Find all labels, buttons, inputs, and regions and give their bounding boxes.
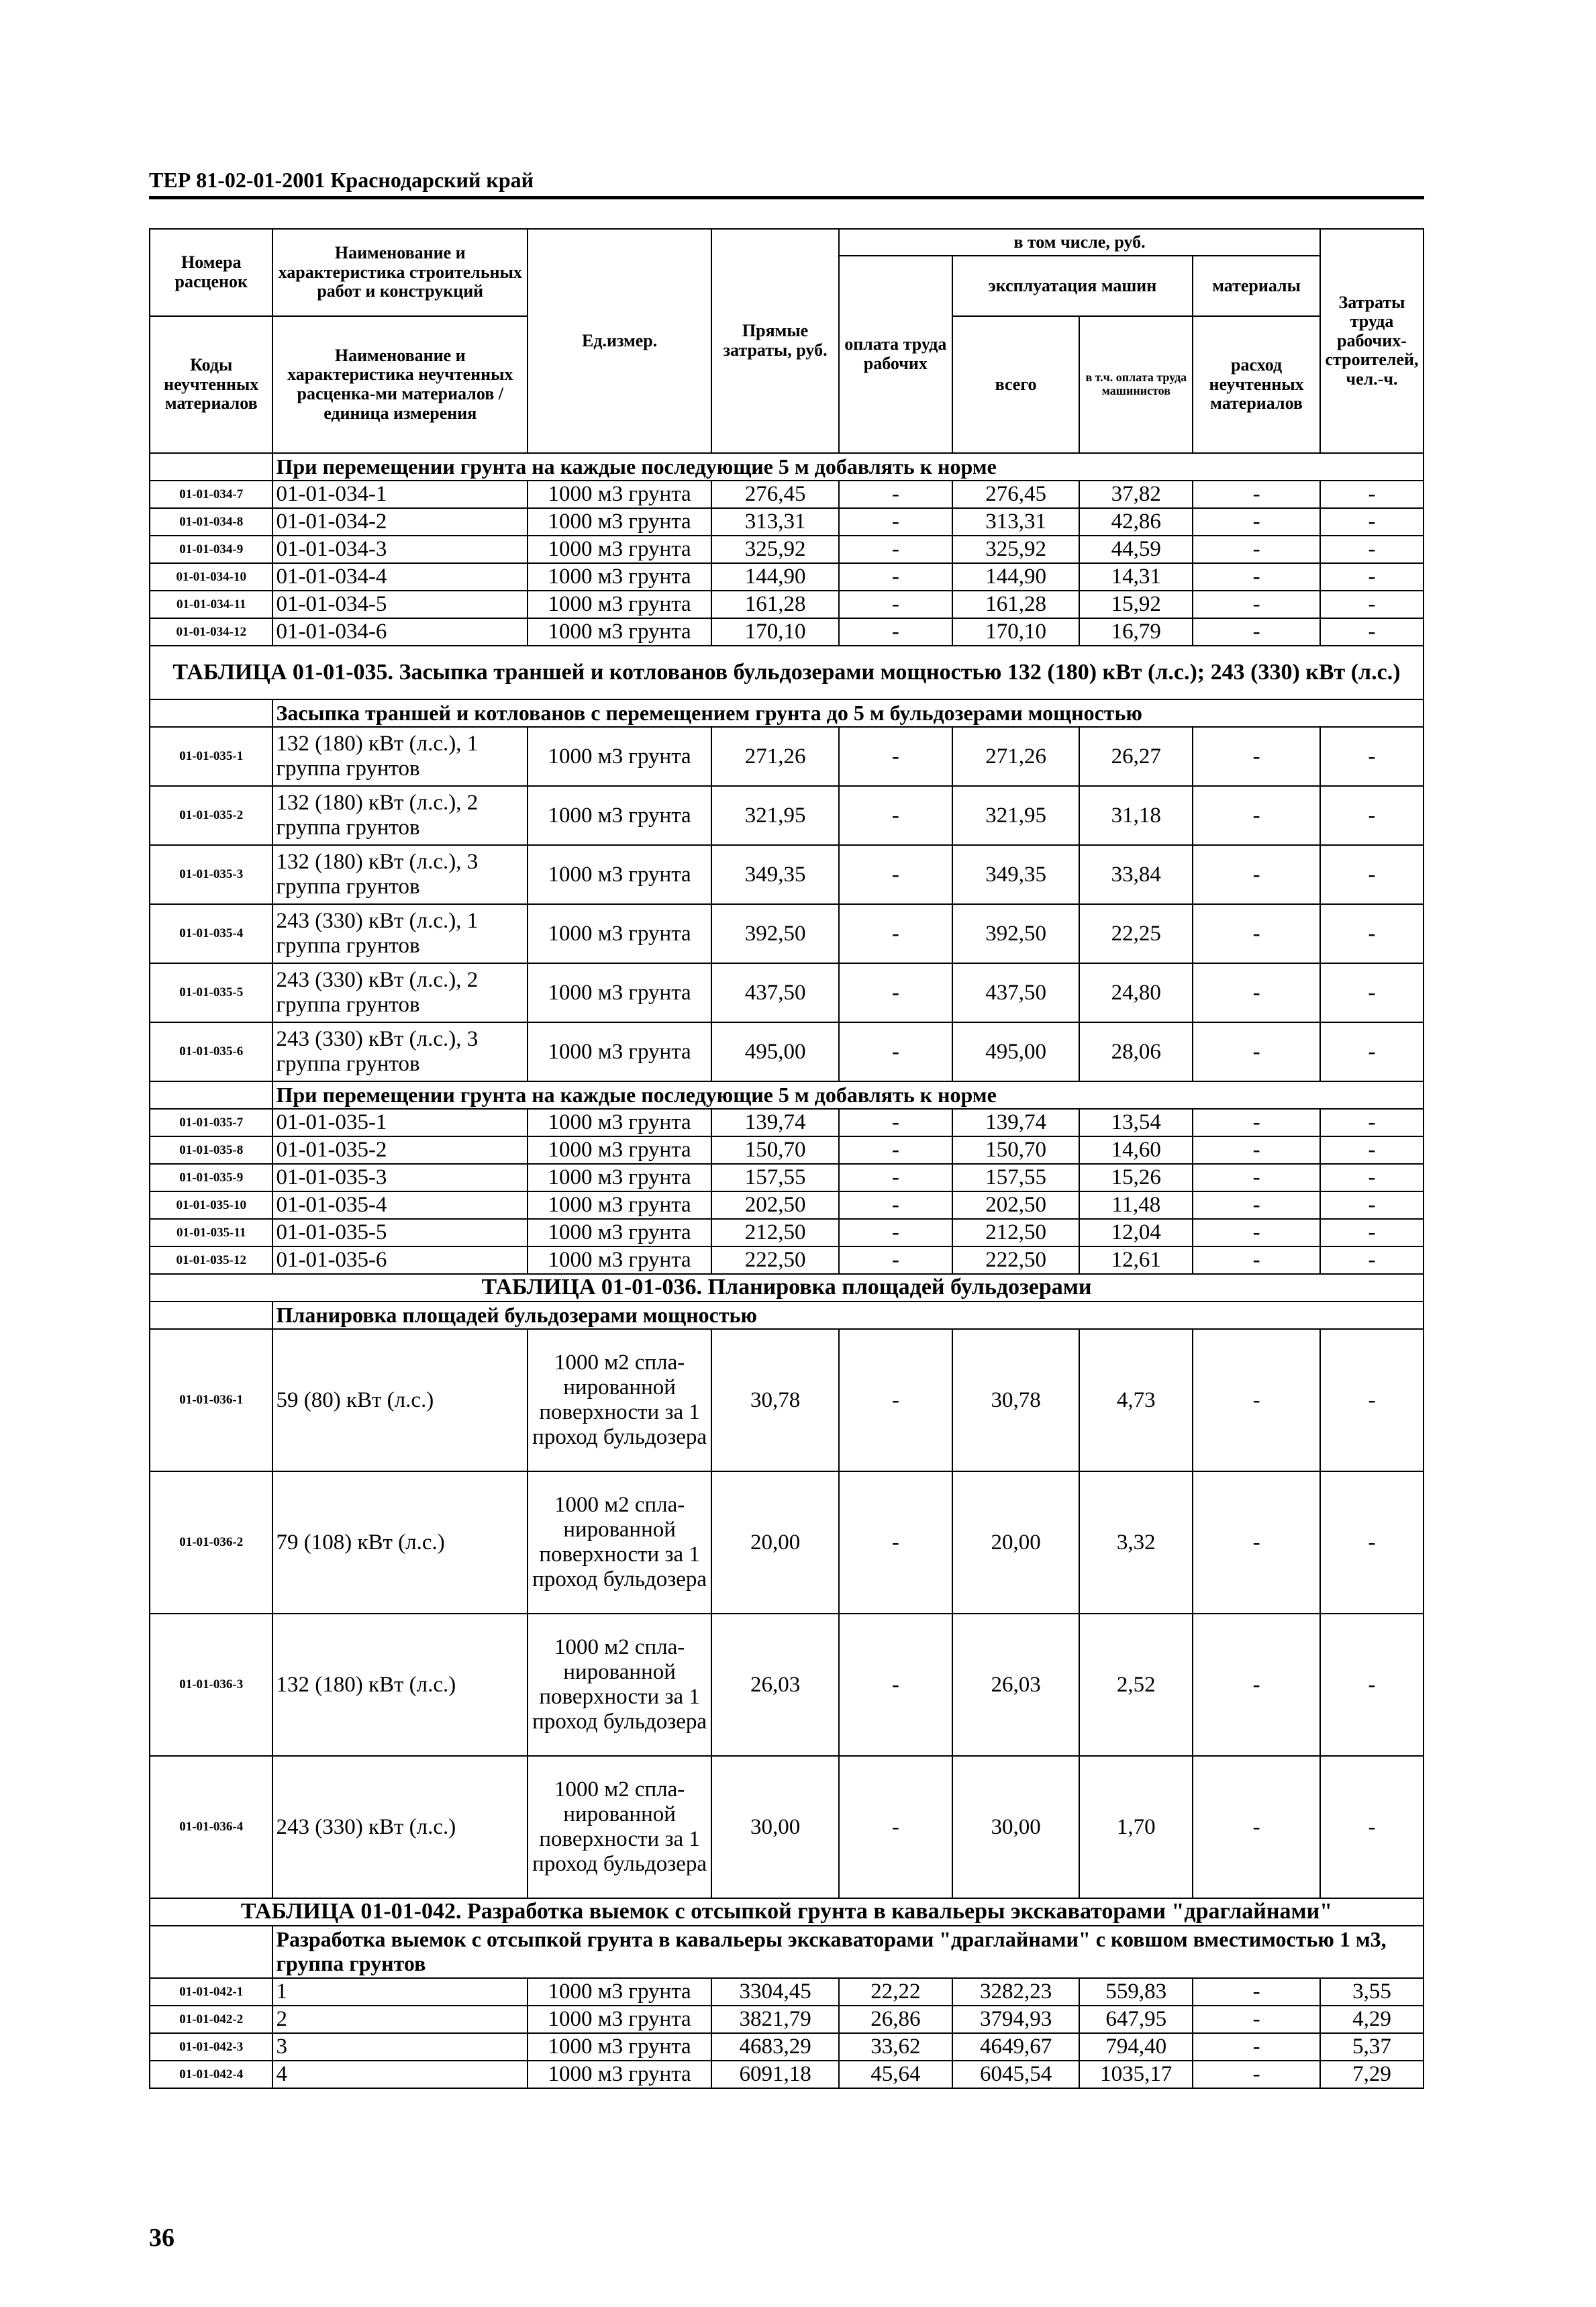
unit-cell: 1000 м3 грунта — [528, 963, 711, 1022]
machine-cost: 222,50 — [952, 1246, 1080, 1274]
direct-cost: 4683,29 — [711, 2033, 839, 2061]
unit-cell: 1000 м3 грунта — [528, 904, 711, 963]
unit-cell: 1000 м3 грунта — [528, 1022, 711, 1081]
labor-cost: - — [1320, 1022, 1424, 1081]
machine-wage-cost: 12,04 — [1079, 1219, 1193, 1246]
labor-cost: - — [1320, 1191, 1424, 1219]
direct-cost: 276,45 — [711, 481, 839, 508]
direct-cost: 212,50 — [711, 1219, 839, 1246]
material-cost: - — [1193, 1978, 1320, 2006]
direct-cost: 157,55 — [711, 1164, 839, 1191]
wage-cost: - — [839, 1756, 952, 1898]
wage-cost: 45,64 — [839, 2061, 952, 2088]
table-row — [150, 1329, 1424, 1471]
labor-cost: - — [1320, 727, 1424, 786]
direct-cost: 150,70 — [711, 1136, 839, 1164]
material-cost: - — [1193, 1109, 1320, 1136]
machine-cost: 3282,23 — [952, 1978, 1080, 2006]
machine-wage-cost: 24,80 — [1079, 963, 1193, 1022]
labor-cost: 7,29 — [1320, 2061, 1424, 2088]
labor-cost: 4,29 — [1320, 2006, 1424, 2033]
labor-cost: - — [1320, 563, 1424, 591]
rate-code: 01-01-036-3 — [150, 1614, 272, 1756]
rate-code: 01-01-035-11 — [150, 1219, 272, 1246]
material-cost: - — [1193, 1219, 1320, 1246]
rate-name: 01-01-035-3 — [272, 1164, 528, 1191]
machine-wage-cost: 2,52 — [1079, 1614, 1193, 1756]
labor-cost: - — [1320, 1136, 1424, 1164]
material-cost: - — [1193, 1329, 1320, 1471]
material-cost: - — [1193, 536, 1320, 563]
rate-code: 01-01-035-1 — [150, 727, 272, 786]
rate-code: 01-01-042-2 — [150, 2006, 272, 2033]
col-header-labor: Затраты труда рабочих-строителей, чел.-ч. — [1320, 229, 1424, 453]
machine-wage-cost: 14,31 — [1079, 563, 1193, 591]
table-row — [150, 618, 1424, 646]
labor-cost: - — [1320, 1329, 1424, 1471]
wage-cost: - — [839, 1136, 952, 1164]
direct-cost: 3304,45 — [711, 1978, 839, 2006]
machine-wage-cost: 26,27 — [1079, 727, 1193, 786]
rate-name: 01-01-034-6 — [272, 618, 528, 646]
unit-cell: 1000 м3 грунта — [528, 1191, 711, 1219]
rate-code: 01-01-035-5 — [150, 963, 272, 1022]
rate-code: 01-01-042-3 — [150, 2033, 272, 2061]
unit-cell: 1000 м3 грунта — [528, 536, 711, 563]
table-row — [150, 727, 1424, 786]
labor-cost: 3,55 — [1320, 1978, 1424, 2006]
section-heading: При перемещении грунта на каждые последующие 5 м добавлять к норме — [272, 453, 1424, 481]
material-cost: - — [1193, 1614, 1320, 1756]
machine-cost: 150,70 — [952, 1136, 1080, 1164]
rate-name: 01-01-034-1 — [272, 481, 528, 508]
rate-code: 01-01-034-7 — [150, 481, 272, 508]
material-cost: - — [1193, 1164, 1320, 1191]
labor-cost: - — [1320, 786, 1424, 845]
rate-name: 132 (180) кВт (л.с.) — [272, 1614, 528, 1756]
material-cost: - — [1193, 1756, 1320, 1898]
col-header-mach-wage: в т.ч. оплата труда машинистов — [1079, 316, 1193, 453]
table-row — [150, 2033, 1424, 2061]
labor-cost: - — [1320, 1614, 1424, 1756]
table-row — [150, 2061, 1424, 2088]
rate-name: 01-01-035-6 — [272, 1246, 528, 1274]
table-row — [150, 963, 1424, 1022]
direct-cost: 222,50 — [711, 1246, 839, 1274]
rate-name: 132 (180) кВт (л.с.), 2 группа грунтов — [272, 786, 528, 845]
table-row — [150, 1219, 1424, 1246]
table-row — [150, 1164, 1424, 1191]
machine-wage-cost: 28,06 — [1079, 1022, 1193, 1081]
section-heading: Разработка выемок с отсыпкой грунта в кавальеры экскаваторами "драглайнами" с ковшом вместимостью 1 м3, группа грунтов — [272, 1926, 1424, 1978]
wage-cost: - — [839, 1614, 952, 1756]
col-header-unit: Ед.измер. — [528, 229, 711, 453]
col-header-name-materials: Наименование и характеристика неучтенных расценка-ми материалов / единица измерения — [272, 316, 528, 453]
labor-cost: - — [1320, 536, 1424, 563]
rate-code: 01-01-034-11 — [150, 591, 272, 618]
direct-cost: 30,78 — [711, 1329, 839, 1471]
wage-cost: - — [839, 1164, 952, 1191]
material-cost: - — [1193, 618, 1320, 646]
unit-cell: 1000 м3 грунта — [528, 563, 711, 591]
wage-cost: 33,62 — [839, 2033, 952, 2061]
unit-cell: 1000 м3 грунта — [528, 2033, 711, 2061]
col-header-machines: эксплуатация машин — [952, 256, 1193, 316]
table-row — [150, 591, 1424, 618]
direct-cost: 30,00 — [711, 1756, 839, 1898]
rate-code: 01-01-034-12 — [150, 618, 272, 646]
machine-wage-cost: 1035,17 — [1079, 2061, 1193, 2088]
machine-cost: 161,28 — [952, 591, 1080, 618]
machine-cost: 30,00 — [952, 1756, 1080, 1898]
direct-cost: 6091,18 — [711, 2061, 839, 2088]
machine-cost: 276,45 — [952, 481, 1080, 508]
rate-code: 01-01-042-4 — [150, 2061, 272, 2088]
unit-cell: 1000 м2 спла-нированной поверхности за 1 проход бульдозера — [528, 1756, 711, 1898]
labor-cost: 5,37 — [1320, 2033, 1424, 2061]
material-cost: - — [1193, 904, 1320, 963]
machine-wage-cost: 22,25 — [1079, 904, 1193, 963]
wage-cost: - — [839, 845, 952, 904]
machine-wage-cost: 31,18 — [1079, 786, 1193, 845]
rate-name: 132 (180) кВт (л.с.), 1 группа грунтов — [272, 727, 528, 786]
rate-name: 132 (180) кВт (л.с.), 3 группа грунтов — [272, 845, 528, 904]
machine-cost: 349,35 — [952, 845, 1080, 904]
machine-cost: 202,50 — [952, 1191, 1080, 1219]
machine-cost: 144,90 — [952, 563, 1080, 591]
col-header-materials: материалы — [1193, 256, 1320, 316]
header-rule — [149, 196, 1424, 199]
col-header-mach-total: всего — [952, 316, 1080, 453]
material-cost: - — [1193, 1246, 1320, 1274]
labor-cost: - — [1320, 904, 1424, 963]
section-heading: Планировка площадей бульдозерами мощностью — [272, 1302, 1424, 1329]
machine-wage-cost: 37,82 — [1079, 481, 1193, 508]
machine-cost: 26,03 — [952, 1614, 1080, 1756]
unit-cell: 1000 м3 грунта — [528, 1978, 711, 2006]
wage-cost: - — [839, 904, 952, 963]
direct-cost: 20,00 — [711, 1471, 839, 1614]
direct-cost: 161,28 — [711, 591, 839, 618]
table-row — [150, 563, 1424, 591]
rate-code: 01-01-034-9 — [150, 536, 272, 563]
machine-wage-cost: 44,59 — [1079, 536, 1193, 563]
direct-cost: 26,03 — [711, 1614, 839, 1756]
machine-cost: 392,50 — [952, 904, 1080, 963]
direct-cost: 325,92 — [711, 536, 839, 563]
rate-name: 243 (330) кВт (л.с.) — [272, 1756, 528, 1898]
unit-cell: 1000 м3 грунта — [528, 508, 711, 536]
machine-wage-cost: 794,40 — [1079, 2033, 1193, 2061]
machine-cost: 170,10 — [952, 618, 1080, 646]
machine-cost: 30,78 — [952, 1329, 1080, 1471]
labor-cost: - — [1320, 1471, 1424, 1614]
rate-code: 01-01-035-4 — [150, 904, 272, 963]
rate-code: 01-01-036-4 — [150, 1756, 272, 1898]
machine-cost: 139,74 — [952, 1109, 1080, 1136]
table-row — [150, 1471, 1424, 1614]
rate-code: 01-01-042-1 — [150, 1978, 272, 2006]
table-row — [150, 508, 1424, 536]
col-header-codes-materials: Коды неучтенных материалов — [150, 316, 272, 453]
rate-name: 01-01-035-1 — [272, 1109, 528, 1136]
wage-cost: - — [839, 618, 952, 646]
table-row — [150, 786, 1424, 845]
direct-cost: 313,31 — [711, 508, 839, 536]
unit-cell: 1000 м3 грунта — [528, 2061, 711, 2088]
wage-cost: - — [839, 963, 952, 1022]
table-row — [150, 1191, 1424, 1219]
wage-cost: - — [839, 1246, 952, 1274]
rate-code: 01-01-035-3 — [150, 845, 272, 904]
machine-wage-cost: 11,48 — [1079, 1191, 1193, 1219]
rate-code: 01-01-035-12 — [150, 1246, 272, 1274]
labor-cost: - — [1320, 1756, 1424, 1898]
unit-cell: 1000 м2 спла-нированной поверхности за 1 проход бульдозера — [528, 1329, 711, 1471]
col-header-mat-use: расход неучтенных материалов — [1193, 316, 1320, 453]
direct-cost: 144,90 — [711, 563, 839, 591]
machine-cost: 271,26 — [952, 727, 1080, 786]
machine-wage-cost: 1,70 — [1079, 1756, 1193, 1898]
col-header-name: Наименование и характеристика строительных работ и конструкций — [272, 229, 528, 316]
rate-name: 01-01-035-5 — [272, 1219, 528, 1246]
unit-cell: 1000 м3 грунта — [528, 1219, 711, 1246]
material-cost: - — [1193, 1022, 1320, 1081]
material-cost: - — [1193, 591, 1320, 618]
machine-cost: 495,00 — [952, 1022, 1080, 1081]
rate-name: 01-01-035-2 — [272, 1136, 528, 1164]
unit-cell: 1000 м3 грунта — [528, 591, 711, 618]
rate-name: 79 (108) кВт (л.с.) — [272, 1471, 528, 1614]
material-cost: - — [1193, 1191, 1320, 1219]
col-header-wage: оплата труда рабочих — [839, 256, 952, 453]
machine-wage-cost: 33,84 — [1079, 845, 1193, 904]
wage-cost: 22,22 — [839, 1978, 952, 2006]
machine-wage-cost: 647,95 — [1079, 2006, 1193, 2033]
wage-cost: - — [839, 1109, 952, 1136]
rate-name: 1 — [272, 1978, 528, 2006]
rate-code: 01-01-035-9 — [150, 1164, 272, 1191]
material-cost: - — [1193, 845, 1320, 904]
material-cost: - — [1193, 1471, 1320, 1614]
col-header-incl: в том числе, руб. — [839, 229, 1320, 256]
rate-name: 243 (330) кВт (л.с.), 2 группа грунтов — [272, 963, 528, 1022]
wage-cost: - — [839, 1022, 952, 1081]
unit-cell: 1000 м3 грунта — [528, 1246, 711, 1274]
machine-wage-cost: 12,61 — [1079, 1246, 1193, 1274]
material-cost: - — [1193, 1136, 1320, 1164]
unit-cell: 1000 м2 спла-нированной поверхности за 1 проход бульдозера — [528, 1614, 711, 1756]
rate-code: 01-01-035-2 — [150, 786, 272, 845]
table-title: ТАБЛИЦА 01-01-035. Засыпка траншей и котлованов бульдозерами мощностью 132 (180) кВт (л.с.); 243 (330) кВт (л.с.) — [150, 646, 1424, 699]
unit-cell: 1000 м3 грунта — [528, 1109, 711, 1136]
direct-cost: 271,26 — [711, 727, 839, 786]
table-row — [150, 2006, 1424, 2033]
unit-cell: 1000 м3 грунта — [528, 618, 711, 646]
direct-cost: 392,50 — [711, 904, 839, 963]
unit-cell: 1000 м3 грунта — [528, 1136, 711, 1164]
machine-cost: 3794,93 — [952, 2006, 1080, 2033]
unit-cell: 1000 м3 грунта — [528, 727, 711, 786]
rate-code: 01-01-035-8 — [150, 1136, 272, 1164]
wage-cost: - — [839, 563, 952, 591]
table-row — [150, 1756, 1424, 1898]
wage-cost: - — [839, 591, 952, 618]
unit-cell: 1000 м3 грунта — [528, 1164, 711, 1191]
wage-cost: - — [839, 1219, 952, 1246]
labor-cost: - — [1320, 591, 1424, 618]
table-row — [150, 481, 1424, 508]
table-row — [150, 1022, 1424, 1081]
rate-name: 3 — [272, 2033, 528, 2061]
rate-code: 01-01-034-10 — [150, 563, 272, 591]
machine-cost: 4649,67 — [952, 2033, 1080, 2061]
table-title: ТАБЛИЦА 01-01-036. Планировка площадей бульдозерами — [150, 1274, 1424, 1302]
section-heading: Засыпка траншей и котлованов с перемещением грунта до 5 м бульдозерами мощностью — [272, 699, 1424, 727]
material-cost: - — [1193, 727, 1320, 786]
labor-cost: - — [1320, 1219, 1424, 1246]
labor-cost: - — [1320, 1164, 1424, 1191]
direct-cost: 202,50 — [711, 1191, 839, 1219]
running-header: ТЕР 81-02-01-2001 Краснодарский край — [149, 168, 534, 192]
section-heading: При перемещении грунта на каждые последующие 5 м добавлять к норме — [272, 1081, 1424, 1109]
rate-name: 4 — [272, 2061, 528, 2088]
rate-name: 01-01-035-4 — [272, 1191, 528, 1219]
page-number: 36 — [149, 2224, 174, 2252]
unit-cell: 1000 м2 спла-нированной поверхности за 1 проход бульдозера — [528, 1471, 711, 1614]
col-header-direct: Прямые затраты, руб. — [711, 229, 839, 453]
table-title: ТАБЛИЦА 01-01-042. Разработка выемок с отсыпкой грунта в кавальеры экскаваторами "драглайнами" — [150, 1898, 1424, 1926]
wage-cost: - — [839, 786, 952, 845]
labor-cost: - — [1320, 1246, 1424, 1274]
rate-code: 01-01-036-1 — [150, 1329, 272, 1471]
rate-code: 01-01-035-10 — [150, 1191, 272, 1219]
machine-wage-cost: 3,32 — [1079, 1471, 1193, 1614]
wage-cost: - — [839, 1191, 952, 1219]
wage-cost: - — [839, 481, 952, 508]
wage-cost: - — [839, 508, 952, 536]
rate-name: 2 — [272, 2006, 528, 2033]
table-row — [150, 1109, 1424, 1136]
wage-cost: - — [839, 1471, 952, 1614]
labor-cost: - — [1320, 508, 1424, 536]
table-row — [150, 1978, 1424, 2006]
machine-wage-cost: 4,73 — [1079, 1329, 1193, 1471]
rate-name: 243 (330) кВт (л.с.), 3 группа грунтов — [272, 1022, 528, 1081]
wage-cost: - — [839, 727, 952, 786]
rate-name: 01-01-034-3 — [272, 536, 528, 563]
rate-code: 01-01-034-8 — [150, 508, 272, 536]
direct-cost: 139,74 — [711, 1109, 839, 1136]
rate-name: 243 (330) кВт (л.с.), 1 группа грунтов — [272, 904, 528, 963]
machine-cost: 325,92 — [952, 536, 1080, 563]
wage-cost: - — [839, 1329, 952, 1471]
direct-cost: 170,10 — [711, 618, 839, 646]
labor-cost: - — [1320, 963, 1424, 1022]
rate-name: 01-01-034-5 — [272, 591, 528, 618]
rate-code: 01-01-035-6 — [150, 1022, 272, 1081]
wage-cost: 26,86 — [839, 2006, 952, 2033]
direct-cost: 321,95 — [711, 786, 839, 845]
rate-code: 01-01-035-7 — [150, 1109, 272, 1136]
machine-wage-cost: 16,79 — [1079, 618, 1193, 646]
rate-name: 01-01-034-4 — [272, 563, 528, 591]
rate-name: 01-01-034-2 — [272, 508, 528, 536]
unit-cell: 1000 м3 грунта — [528, 481, 711, 508]
table-row — [150, 845, 1424, 904]
machine-wage-cost: 559,83 — [1079, 1978, 1193, 2006]
labor-cost: - — [1320, 1109, 1424, 1136]
material-cost: - — [1193, 2033, 1320, 2061]
table-row — [150, 1246, 1424, 1274]
material-cost: - — [1193, 563, 1320, 591]
table-row — [150, 1136, 1424, 1164]
machine-wage-cost: 14,60 — [1079, 1136, 1193, 1164]
direct-cost: 495,00 — [711, 1022, 839, 1081]
rate-name: 59 (80) кВт (л.с.) — [272, 1329, 528, 1471]
machine-cost: 20,00 — [952, 1471, 1080, 1614]
table-row — [150, 536, 1424, 563]
material-cost: - — [1193, 786, 1320, 845]
machine-cost: 437,50 — [952, 963, 1080, 1022]
direct-cost: 3821,79 — [711, 2006, 839, 2033]
unit-cell: 1000 м3 грунта — [528, 786, 711, 845]
table-row — [150, 1614, 1424, 1756]
wage-cost: - — [839, 536, 952, 563]
labor-cost: - — [1320, 481, 1424, 508]
rates-table — [149, 228, 1424, 2089]
machine-wage-cost: 15,92 — [1079, 591, 1193, 618]
machine-wage-cost: 42,86 — [1079, 508, 1193, 536]
labor-cost: - — [1320, 845, 1424, 904]
material-cost: - — [1193, 2006, 1320, 2033]
direct-cost: 349,35 — [711, 845, 839, 904]
labor-cost: - — [1320, 618, 1424, 646]
col-header-codes: Номера расценок — [150, 229, 272, 316]
machine-wage-cost: 15,26 — [1079, 1164, 1193, 1191]
machine-cost: 212,50 — [952, 1219, 1080, 1246]
machine-cost: 321,95 — [952, 786, 1080, 845]
machine-cost: 313,31 — [952, 508, 1080, 536]
material-cost: - — [1193, 508, 1320, 536]
material-cost: - — [1193, 2061, 1320, 2088]
material-cost: - — [1193, 963, 1320, 1022]
rate-code: 01-01-036-2 — [150, 1471, 272, 1614]
direct-cost: 437,50 — [711, 963, 839, 1022]
unit-cell: 1000 м3 грунта — [528, 2006, 711, 2033]
machine-cost: 157,55 — [952, 1164, 1080, 1191]
table-row — [150, 904, 1424, 963]
machine-cost: 6045,54 — [952, 2061, 1080, 2088]
machine-wage-cost: 13,54 — [1079, 1109, 1193, 1136]
material-cost: - — [1193, 481, 1320, 508]
unit-cell: 1000 м3 грунта — [528, 845, 711, 904]
